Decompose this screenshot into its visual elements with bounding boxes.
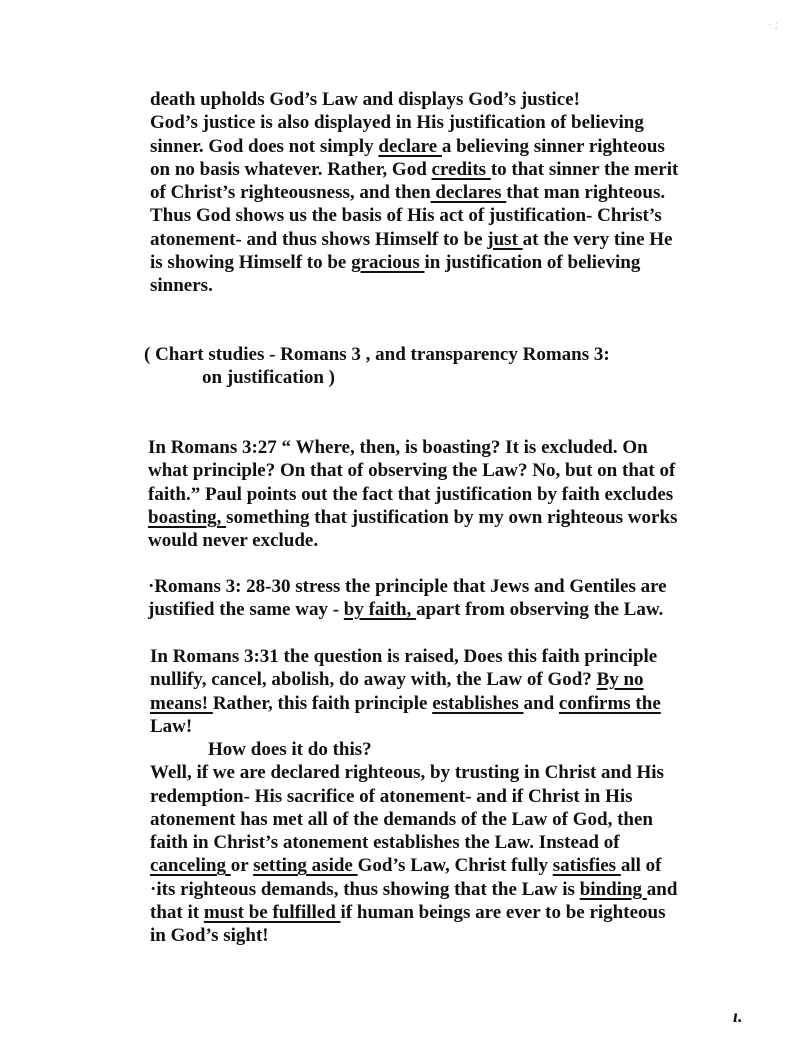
text-line: would never exclude.: [148, 530, 319, 552]
underlined-word: credits: [431, 158, 491, 180]
text-line: atonement has met all of the demands of the Law of God, then: [150, 808, 653, 830]
text-line: sinners.: [150, 275, 213, 297]
paragraph-romans-3-31: [150, 645, 740, 738]
text-line: death upholds God’s Law and displays God’s justice!: [150, 89, 580, 110]
underlined-word: confirms the: [558, 692, 661, 714]
paragraph-romans-3-28: [148, 575, 738, 622]
text-line: means! Rather, this faith principle establishes and confirms the: [150, 692, 661, 714]
paragraph-how-does-it: [150, 738, 740, 948]
text-line: what principle? On that of observing the Law? No, but on that of: [148, 460, 676, 482]
text-line: boasting, something that justification by my own righteous works: [148, 506, 678, 528]
text-line: justified the same way - by faith, apart from observing the Law.: [148, 599, 664, 621]
underlined-word: establishes: [432, 692, 524, 714]
text-line: In Romans 3:31 the question is raised, Does this faith principle: [150, 646, 658, 667]
underlined-word: binding: [579, 878, 647, 900]
underlined-word: By no: [596, 669, 644, 691]
underlined-word: gracious: [351, 252, 425, 274]
text-line: nullify, cancel, abolish, do away with, the Law of God? By no: [150, 669, 644, 691]
text-line: God’s justice is also displayed in His justification of believing: [150, 112, 644, 134]
text-line: Thus God shows us the basis of His act of justification- Christ’s: [150, 205, 662, 227]
underlined-word: boasting,: [148, 506, 227, 528]
paragraph-justice: [150, 88, 740, 298]
underlined-word: must be fulfilled: [203, 902, 341, 924]
text-line: Well, if we are declared righteous, by trusting in Christ and His: [150, 762, 664, 784]
scan-mark: · ;: [768, 20, 778, 31]
text-line: of Christ’s righteousness, and then declares that man righteous.: [150, 182, 666, 204]
underlined-word: declares: [430, 182, 507, 204]
text-line: ·Romans 3: 28-30 stress the principle that Jews and Gentiles are: [148, 576, 667, 597]
text-line: sinner. God does not simply declare a believing sinner righteous: [150, 135, 665, 157]
underlined-word: means!: [150, 692, 213, 714]
text-line: on justification ): [202, 367, 335, 389]
text-line: Law!: [150, 715, 193, 737]
underlined-word: canceling: [150, 855, 231, 877]
text-line: is showing Himself to be gracious in justification of believing: [150, 252, 641, 274]
text-line: ·its righteous demands, thus showing that the Law is binding and: [150, 878, 678, 900]
paragraph-romans-3-27: [148, 436, 738, 552]
text-line: redemption- His sacrifice of atonement- and if Christ in His: [150, 785, 633, 807]
underlined-word: just: [487, 228, 523, 250]
text-line: faith in Christ’s atonement establishes the Law. Instead of: [150, 832, 620, 854]
underlined-word: setting aside: [253, 855, 358, 877]
text-line: on no basis whatever. Rather, God credits to that sinner the merit: [150, 158, 679, 180]
underlined-word: by faith,: [343, 599, 417, 621]
text-line: faith.” Paul points out the fact that justification by faith excludes: [148, 483, 674, 505]
text-line: canceling or setting aside God’s Law, Christ fully satisfies all of: [150, 855, 662, 877]
text-line: ( Chart studies - Romans 3 , and transparency Romans 3:: [144, 344, 610, 365]
page-number: ı.: [733, 1006, 743, 1026]
text-line: atonement- and thus shows Himself to be just at the very tine He: [150, 228, 673, 250]
underlined-word: satisfies: [552, 855, 621, 877]
underlined-word: declare: [378, 135, 442, 157]
text-line: In Romans 3:27 “ Where, then, is boasting? It is excluded. On: [148, 437, 648, 458]
text-line: How does it do this?: [208, 739, 372, 760]
paragraph-chart-note: [144, 343, 734, 390]
text-line: in God’s sight!: [150, 925, 269, 947]
text-line: that it must be fulfilled if human beings are ever to be righteous: [150, 902, 666, 924]
